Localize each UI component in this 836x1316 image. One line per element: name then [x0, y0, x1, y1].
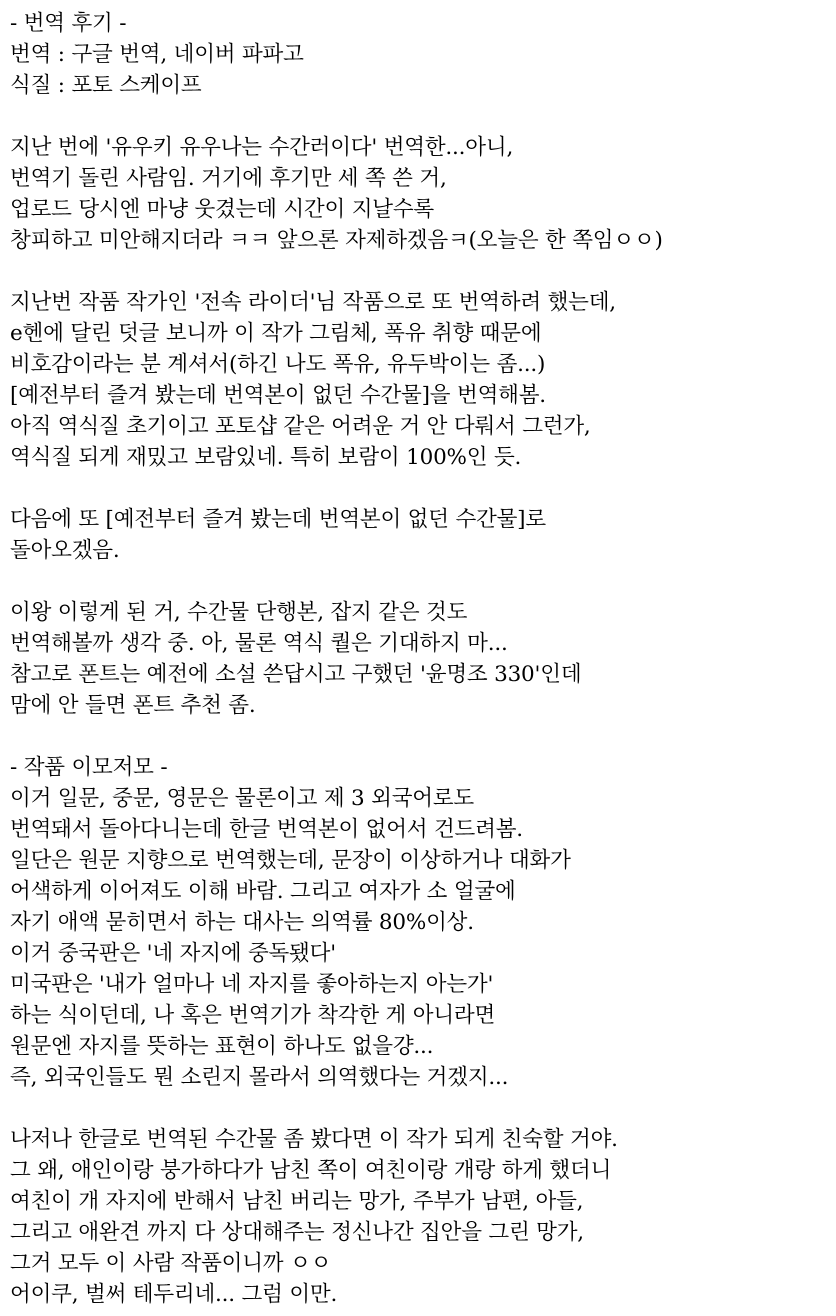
paragraph-spacer — [10, 256, 826, 287]
header-translation-notes — [10, 8, 826, 101]
text-line: 다음에 또 [예전부터 즐겨 봤는데 번역본이 없던 수간물]로 — [10, 507, 546, 532]
text-line: 원문엔 자지를 뜻하는 표현이 하나도 없을걍... — [10, 1034, 434, 1059]
para-next-time — [10, 504, 826, 566]
text-line: 번역해볼까 생각 중. 아, 물론 역식 퀄은 기대하지 마... — [10, 631, 508, 656]
text-line: [예전부터 즐겨 봤는데 번역본이 없던 수간물]을 번역해봄. — [10, 383, 546, 408]
text-line: 일단은 원문 지향으로 번역했는데, 문장이 이상하거나 대화가 — [10, 848, 571, 873]
text-line: 식질 : 포토 스케이프 — [10, 73, 202, 98]
text-line: 미국판은 '내가 얼마나 네 자지를 좋아하는지 아는가' — [10, 972, 494, 997]
paragraph-spacer — [10, 1093, 826, 1124]
para-previous-work — [10, 132, 826, 256]
text-line: 여친이 개 자지에 반해서 남친 버리는 망가, 주부가 남편, 아들, — [10, 1189, 584, 1214]
text-line: 어색하게 이어져도 이해 바람. 그리고 여자가 소 얼굴에 — [10, 879, 516, 904]
text-line: 그거 모두 이 사람 작품이니까 ㅇㅇ — [10, 1251, 332, 1276]
header-about-work — [10, 752, 826, 1093]
paragraph-spacer — [10, 566, 826, 597]
text-line: 번역 : 구글 번역, 네이버 파파고 — [10, 42, 304, 67]
text-line: - 작품 이모저모 - — [10, 755, 168, 780]
text-line: 이왕 이렇게 된 거, 수간물 단행본, 잡지 같은 것도 — [10, 600, 468, 625]
text-line: 번역기 돌린 사람임. 거기에 후기만 세 쪽 쓴 거, — [10, 166, 447, 191]
para-font-request — [10, 597, 826, 721]
text-line: 즉, 외국인들도 뭔 소린지 몰라서 의역했다는 거겠지... — [10, 1065, 509, 1090]
text-line: 자기 애액 묻히면서 하는 대사는 의역률 80%이상. — [10, 910, 474, 935]
paragraph-spacer — [10, 721, 826, 752]
text-line: 번역돼서 돌아다니는데 한글 번역본이 없어서 건드려봄. — [10, 817, 523, 842]
text-line: 창피하고 미안해지더라 ㅋㅋ 앞으론 자제하겠음ㅋ(오늘은 한 쪽임ㅇㅇ) — [10, 228, 663, 253]
text-line: 그 왜, 애인이랑 붕가하다가 남친 쪽이 여친이랑 개랑 하게 했더니 — [10, 1158, 612, 1183]
text-line: 지난 번에 '유우키 유우나는 수간러이다' 번역한...아니, — [10, 135, 514, 160]
text-line: 돌아오겠음. — [10, 538, 120, 563]
text-line: 아직 역식질 초기이고 포토샵 같은 어려운 거 안 다뤄서 그런가, — [10, 414, 591, 439]
text-line: 이거 중국판은 '네 자지에 중독됐다' — [10, 941, 336, 966]
text-line: 나저나 한글로 번역된 수간물 좀 봤다면 이 작가 되게 친숙할 거야. — [10, 1127, 618, 1152]
text-line: - 번역 후기 - — [10, 11, 127, 36]
para-author-choice — [10, 287, 826, 473]
text-line: 지난번 작품 작가인 '전속 라이더'님 작품으로 또 번역하려 했는데, — [10, 290, 616, 315]
text-line: 이거 일문, 중문, 영문은 물론이고 제 3 외국어로도 — [10, 786, 475, 811]
text-line: e헨에 달린 덧글 보니까 이 작가 그림체, 폭유 취향 때문에 — [10, 321, 542, 346]
text-line: 그리고 애완견 까지 다 상대해주는 정신나간 집안을 그린 망가, — [10, 1220, 584, 1245]
text-line: 업로드 당시엔 마냥 웃겼는데 시간이 지날수록 — [10, 197, 434, 222]
text-line: 비호감이라는 분 계셔서(하긴 나도 폭유, 유두박이는 좀...) — [10, 352, 546, 377]
paragraph-spacer — [10, 101, 826, 132]
paragraph-spacer — [10, 473, 826, 504]
text-line: 하는 식이던데, 나 혹은 번역기가 착각한 게 아니라면 — [10, 1003, 496, 1028]
text-line: 역식질 되게 재밌고 보람있네. 특히 보람이 100%인 듯. — [10, 445, 522, 470]
text-line: 어이쿠, 벌써 테두리네... 그럼 이만. — [10, 1282, 338, 1307]
text-line: 맘에 안 들면 폰트 추천 좀. — [10, 693, 256, 718]
text-line: 참고로 폰트는 예전에 소설 쓴답시고 구했던 '윤명조 330'인데 — [10, 662, 582, 687]
para-closing — [10, 1124, 826, 1310]
